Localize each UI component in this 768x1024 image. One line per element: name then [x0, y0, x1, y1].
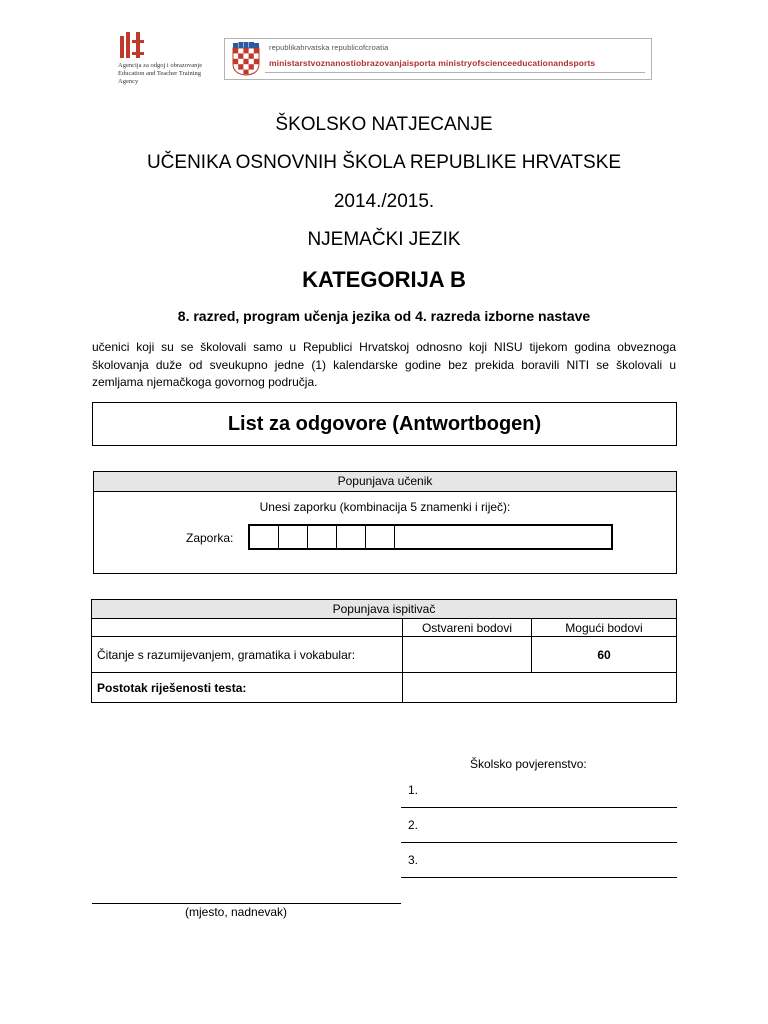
- reading-section-label: Čitanje s razumijevanjem, gramatika i vokabular:: [92, 637, 403, 673]
- examiner-section-header: Popunjava ispitivač: [92, 600, 677, 619]
- place-date-label: (mjesto, nadnevak): [185, 905, 288, 919]
- agency-logo: [118, 30, 218, 86]
- ministry-banner: [224, 38, 652, 80]
- code-digit-cell[interactable]: [308, 526, 337, 548]
- agency-name-hr: Agencija za odgoj i obrazovanje: [118, 62, 203, 69]
- ministry-country-name: republikahrvatska republicofcroatia: [269, 43, 389, 52]
- code-digit-cell[interactable]: [337, 526, 366, 548]
- eligibility-description: učenici koji su se školovali samo u Republici Hrvatskoj odnosno koji NISU tijekom godina obveznoga školovanja duže od sveukupno jedne (1) kalendarske godine bez prekida boravili NITI se školovali u zemljama njemačkoga govornog područja.: [92, 340, 676, 389]
- croatian-coat-of-arms-icon: [231, 42, 261, 76]
- committee-member-number: 1.: [408, 783, 419, 797]
- ministry-name: ministarstvoznanostiobrazovanjaisporta ministryofscienceeducationandsports: [269, 58, 596, 68]
- code-digit-cell[interactable]: [279, 526, 308, 548]
- ministry-divider: [265, 72, 645, 73]
- possible-points-header: Mogući bodovi: [532, 619, 677, 637]
- achieved-points-header: Ostvareni bodovi: [403, 619, 532, 637]
- code-label: Zaporka:: [186, 531, 234, 545]
- committee-signature-line[interactable]: [401, 807, 677, 808]
- student-section-header: Popunjava učenik: [94, 472, 676, 492]
- place-date-line[interactable]: [92, 903, 401, 904]
- answer-sheet-title-box: [92, 402, 677, 446]
- committee-signature-line[interactable]: [401, 842, 677, 843]
- code-word-cell[interactable]: [395, 526, 611, 548]
- subject-title: NJEMAČKI JEZIK: [307, 229, 461, 250]
- student-section: [93, 471, 677, 574]
- answer-sheet-title: List za odgovore (Antwortbogen): [227, 412, 542, 435]
- participants-title: UČENIKA OSNOVNIH ŠKOLA REPUBLIKE HRVATSKE: [146, 152, 622, 173]
- test-percentage-value[interactable]: [403, 673, 677, 703]
- grade-subtitle: 8. razred, program učenja jezika od 4. razreda izborne nastave: [177, 308, 591, 324]
- code-instruction: Unesi zaporku (kombinacija 5 znamenki i riječ):: [259, 500, 511, 514]
- school-year: 2014./2015.: [333, 191, 435, 212]
- code-digit-cell[interactable]: [366, 526, 395, 548]
- code-input-grid[interactable]: [248, 524, 613, 550]
- committee-signature-line[interactable]: [401, 877, 677, 878]
- test-percentage-label: Postotak riješenosti testa:: [92, 673, 403, 703]
- reading-achieved-points[interactable]: [403, 637, 532, 673]
- competition-title: ŠKOLSKO NATJECANJE: [275, 114, 493, 135]
- committee-member-number: 2.: [408, 818, 419, 832]
- code-digit-cell[interactable]: [250, 526, 279, 548]
- committee-member-number: 3.: [408, 853, 419, 867]
- reading-possible-points: 60: [532, 637, 677, 673]
- committee-title: Školsko povjerenstvo:: [470, 757, 587, 771]
- category-title: KATEGORIJA B: [302, 267, 466, 292]
- empty-header-cell: [92, 619, 403, 637]
- agency-logo-icon: [118, 30, 146, 60]
- agency-name-en: Education and Teacher Training Agency: [118, 70, 202, 85]
- examiner-table: [91, 599, 677, 703]
